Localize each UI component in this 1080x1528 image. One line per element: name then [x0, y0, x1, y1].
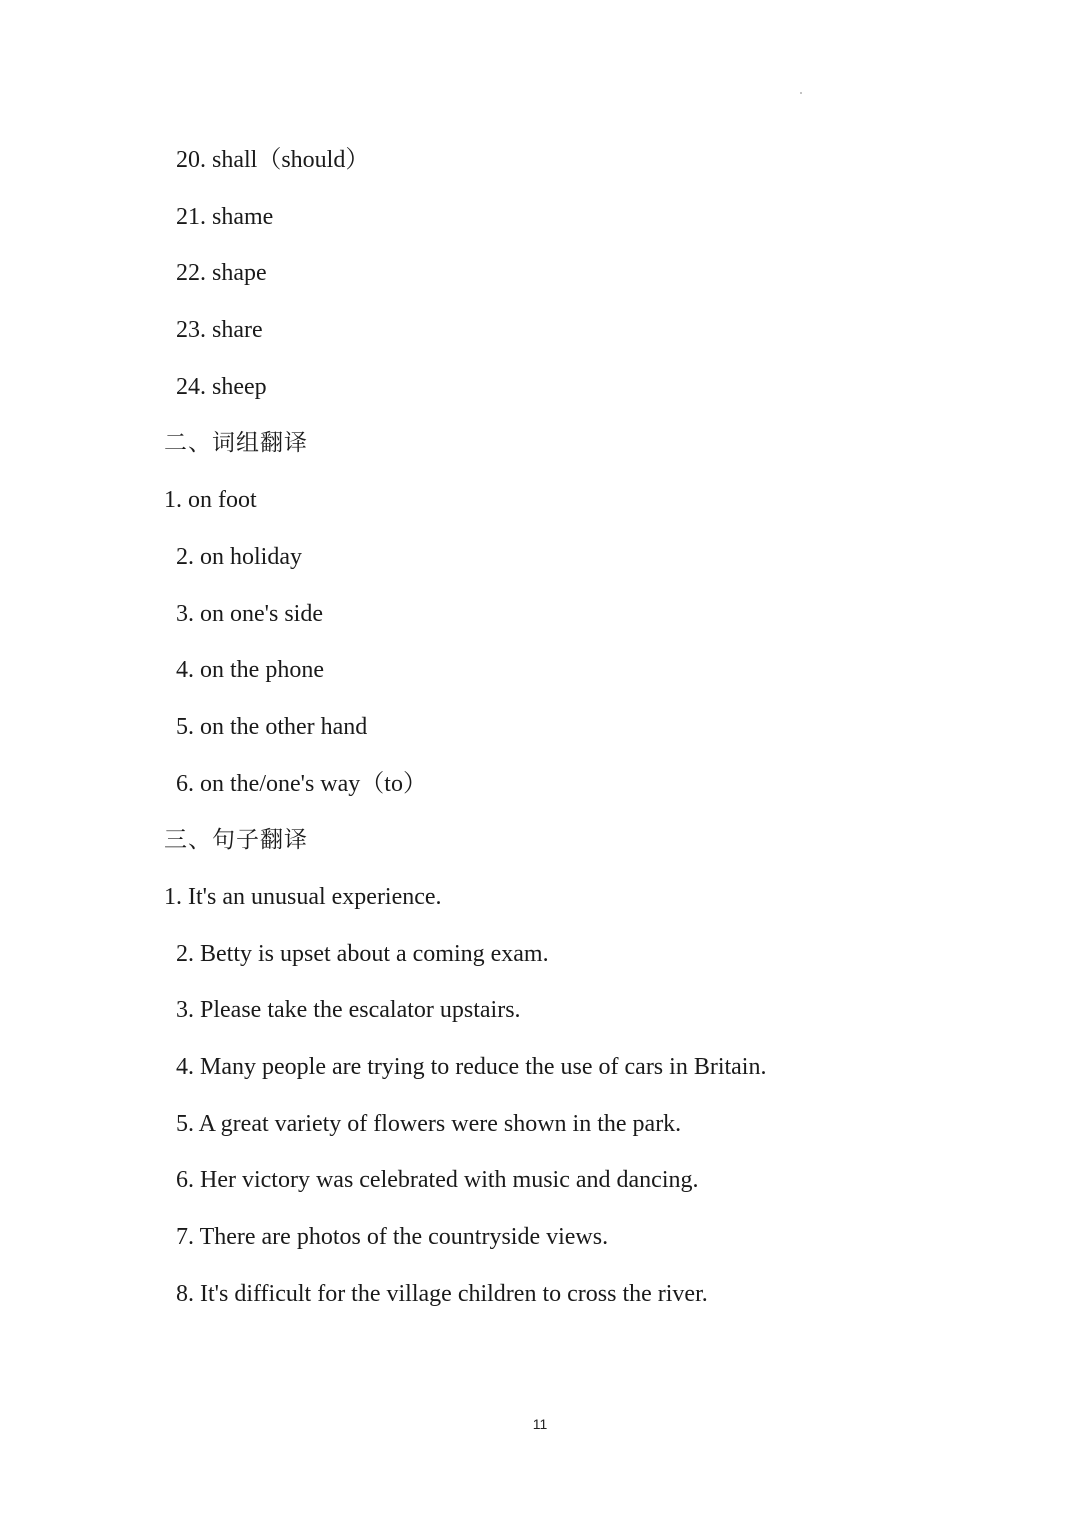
vocab-item-22: 22. shape: [176, 260, 267, 287]
phrase-item-3: 3. on one's side: [176, 600, 323, 627]
page-number: 11: [532, 1416, 548, 1432]
page-content: [0, 138, 1080, 1328]
sentence-item-7: 7. There are photos of the countryside views.: [176, 1224, 609, 1251]
vocab-item-20: 20. shall（should）: [176, 147, 370, 173]
sentence-item-5: 5. A great variety of flowers were shown in the park.: [176, 1110, 682, 1137]
sentence-item-8: 8. It's difficult for the village children to cross the river.: [176, 1280, 708, 1307]
vocab-item-21: 21. shame: [176, 203, 274, 230]
phrase-item-5: 5. on the other hand: [176, 713, 368, 740]
phrase-item-4: 4. on the phone: [176, 657, 324, 684]
header-dot-mark: [800, 92, 802, 94]
section-heading-phrases: 二、词组翻译: [164, 430, 308, 457]
vocab-item-23: 23. share: [176, 317, 263, 344]
sentence-item-1: 1. It's an unusual experience.: [164, 883, 442, 910]
phrase-item-6: 6. on the/one's way（to）: [176, 770, 427, 797]
section-heading-sentences: 三、句子翻译: [164, 827, 308, 854]
sentence-item-2: 2. Betty is upset about a coming exam.: [176, 940, 549, 967]
sentence-item-4: 4. Many people are trying to reduce the use of cars in Britain.: [176, 1054, 767, 1080]
vocab-item-24: 24. sheep: [176, 373, 267, 400]
sentence-item-6: 6. Her victory was celebrated with music and dancing.: [176, 1167, 699, 1194]
phrase-item-2: 2. on holiday: [176, 543, 302, 570]
phrase-item-1: 1. on foot: [164, 487, 257, 514]
sentence-item-3: 3. Please take the escalator upstairs.: [176, 997, 521, 1024]
